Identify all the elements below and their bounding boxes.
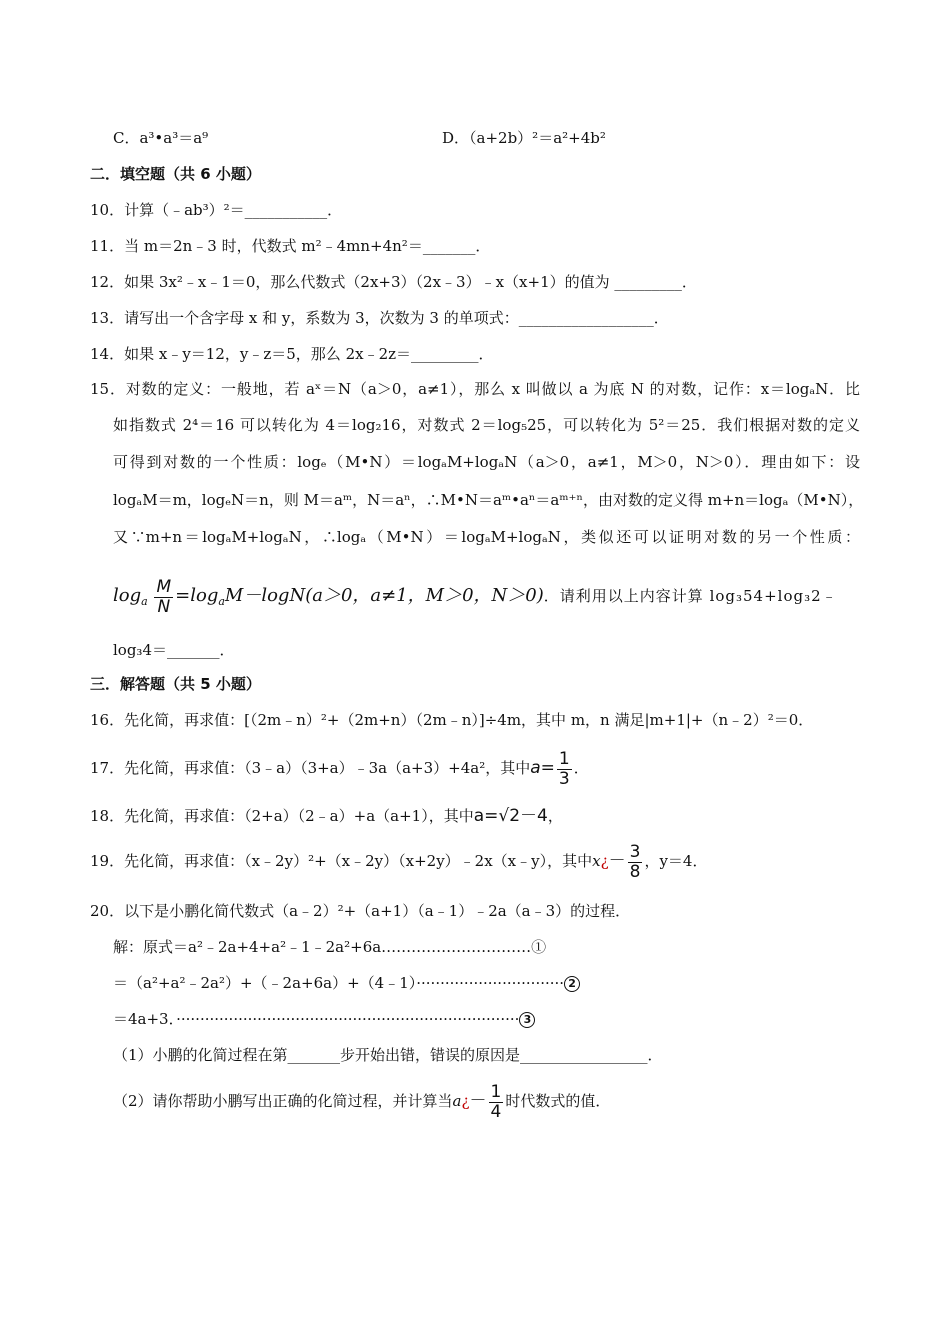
q19-end: ，y＝4．: [644, 852, 708, 870]
q17-denominator: 3: [558, 768, 570, 789]
q17-text: 17．先化简，再求值：（3﹣a）（3+a）﹣3a（a+3）+4a²，其中: [90, 759, 531, 777]
question-16: 16．先化简，再求值：[（2m﹣n）²+（2m+n）（2m﹣n）]÷4m，其中 m，n 满足|m+1|+（n﹣2）²＝0．: [90, 711, 814, 729]
question-20-intro: 20．以下是小鹏化简代数式（a﹣2）²+（a+1）（a﹣1）﹣2a（a﹣3）的过程．: [90, 902, 631, 920]
q9-option-c: C．a³•a³＝a⁹: [113, 129, 209, 147]
question-20-step-3: [113, 1009, 535, 1029]
log-text: log: [113, 585, 142, 606]
log-base: a: [141, 595, 148, 608]
question-14: 14．如果 x﹣y＝12，y﹣z＝5，那么 2x﹣2z＝_________．: [90, 345, 494, 363]
question-15-line-7: log₃4＝_______．: [113, 641, 235, 659]
question-10: 10．计算（﹣ab³）²＝___________．: [90, 201, 343, 219]
q19-fraction: [628, 843, 643, 882]
q19-denominator: 8: [629, 861, 641, 882]
question-15-line-3: 可得到对数的一个性质：logₑ（M•N）＝logₐM+logₐN（a＞0，a≠1，M＞0，N＞0）．理由如下：设: [113, 453, 860, 471]
question-17: [90, 747, 589, 789]
question-18: [90, 804, 563, 828]
log-rhs-text: =log: [175, 585, 219, 606]
q20-part-2-numerator: 1: [490, 1081, 502, 1102]
q18-end: ，: [547, 807, 563, 825]
log-fraction-numerator: M: [156, 576, 172, 597]
q20-step-3-text: ＝4a+3．········································································: [113, 1010, 520, 1028]
q20-part-2-text: （2）请你帮助小鹏写出正确的化简过程，并计算当: [113, 1092, 453, 1110]
question-20-step-2: [113, 973, 580, 993]
question-11: 11．当 m＝2n﹣3 时，代数式 m²﹣4mn+4n²＝_______．: [90, 237, 491, 255]
question-15-line-2: 如指数式 2⁴＝16 可以转化为 4＝log₂16，对数式 2＝log₅25，可以转化为 5²＝25．我们根据对数的定义: [113, 416, 860, 434]
q17-numerator: 1: [558, 748, 570, 769]
q17-fraction: [557, 750, 572, 789]
log-rhs-base: a: [218, 595, 225, 608]
q17-end: ．: [573, 759, 589, 777]
question-20-part-2: [113, 1080, 610, 1122]
question-20-step-1: 解：原式＝a²﹣2a+4+a²﹣1﹣2a²+6a…………………………①: [113, 938, 547, 956]
log-tail-text: ．请利用以上内容计算 log₃54+log₃2﹣: [543, 587, 838, 605]
log-rhs-rest: M－logN(a＞0，a≠1，M＞0，N＞0): [224, 585, 544, 606]
question-19: [90, 840, 707, 882]
question-12: 12．如果 3x²﹣x﹣1＝0，那么代数式（2x+3）（2x﹣3）﹣x（x+1）的值为 _________．: [90, 273, 697, 291]
q19-glyph: ¿: [600, 852, 609, 870]
step-3-marker: 3: [519, 1012, 535, 1028]
q20-part-2-denominator: 4: [490, 1101, 502, 1122]
section-fill-heading: 二．填空题（共 6 小题）: [90, 165, 261, 183]
question-15-formula-line: [113, 576, 838, 622]
q19-numerator: 3: [629, 841, 641, 862]
log-fraction: [154, 578, 173, 617]
q20-part-2-minus: －: [469, 1091, 487, 1111]
q19-var: x: [592, 852, 601, 870]
q20-part-2-end: 时代数式的值．: [505, 1092, 611, 1110]
step-2-marker: 2: [564, 976, 580, 992]
section-solve-heading: 三．解答题（共 5 小题）: [90, 675, 261, 693]
question-15-line-4: logₐM＝m，logₑN＝n，则 M＝aᵐ，N＝aⁿ，∴M•N＝aᵐ•aⁿ＝aᵐ⁺ⁿ，由对数的定义得 m+n＝logₐ（M•N），: [113, 491, 864, 509]
q20-part-2-glyph: ¿: [461, 1092, 470, 1110]
q20-part-2-fraction: [489, 1083, 504, 1122]
q17-var: a=: [530, 758, 555, 778]
q19-text: 19．先化简，再求值：（x﹣2y）²+（x﹣2y）（x+2y）﹣2x（x﹣y），其中: [90, 852, 593, 870]
q19-minus: －: [608, 851, 626, 871]
question-15-line-5: 又∵m+n＝logₐM+logₐN，∴logₐ（M•N）＝logₐM+logₐN，类似还可以证明对数的另一个性质：: [113, 528, 860, 546]
question-15-line-1: 15．对数的定义：一般地，若 aˣ＝N（a＞0，a≠1），那么 x 叫做以 a 为底 N 的对数，记作：x＝logₐN．比: [90, 380, 860, 398]
log-fraction-denominator: N: [157, 596, 171, 617]
question-13: 13．请写出一个含字母 x 和 y，系数为 3，次数为 3 的单项式：__________________．: [90, 309, 669, 327]
q9-option-d: D．（a+2b）²＝a²+4b²: [442, 129, 606, 147]
q18-text: 18．先化简，再求值：（2+a）（2﹣a）+a（a+1），其中: [90, 807, 474, 825]
q18-expr: a=√2－4: [473, 806, 548, 826]
q20-part-2-var: a: [452, 1092, 462, 1110]
question-20-part-1: （1）小鹏的化简过程在第_______步开始出错，错误的原因是_________________．: [113, 1046, 663, 1064]
q20-step-2-text: ＝（a²+a²﹣2a²）+（﹣2a+6a）+（4﹣1）·······························: [113, 974, 565, 992]
